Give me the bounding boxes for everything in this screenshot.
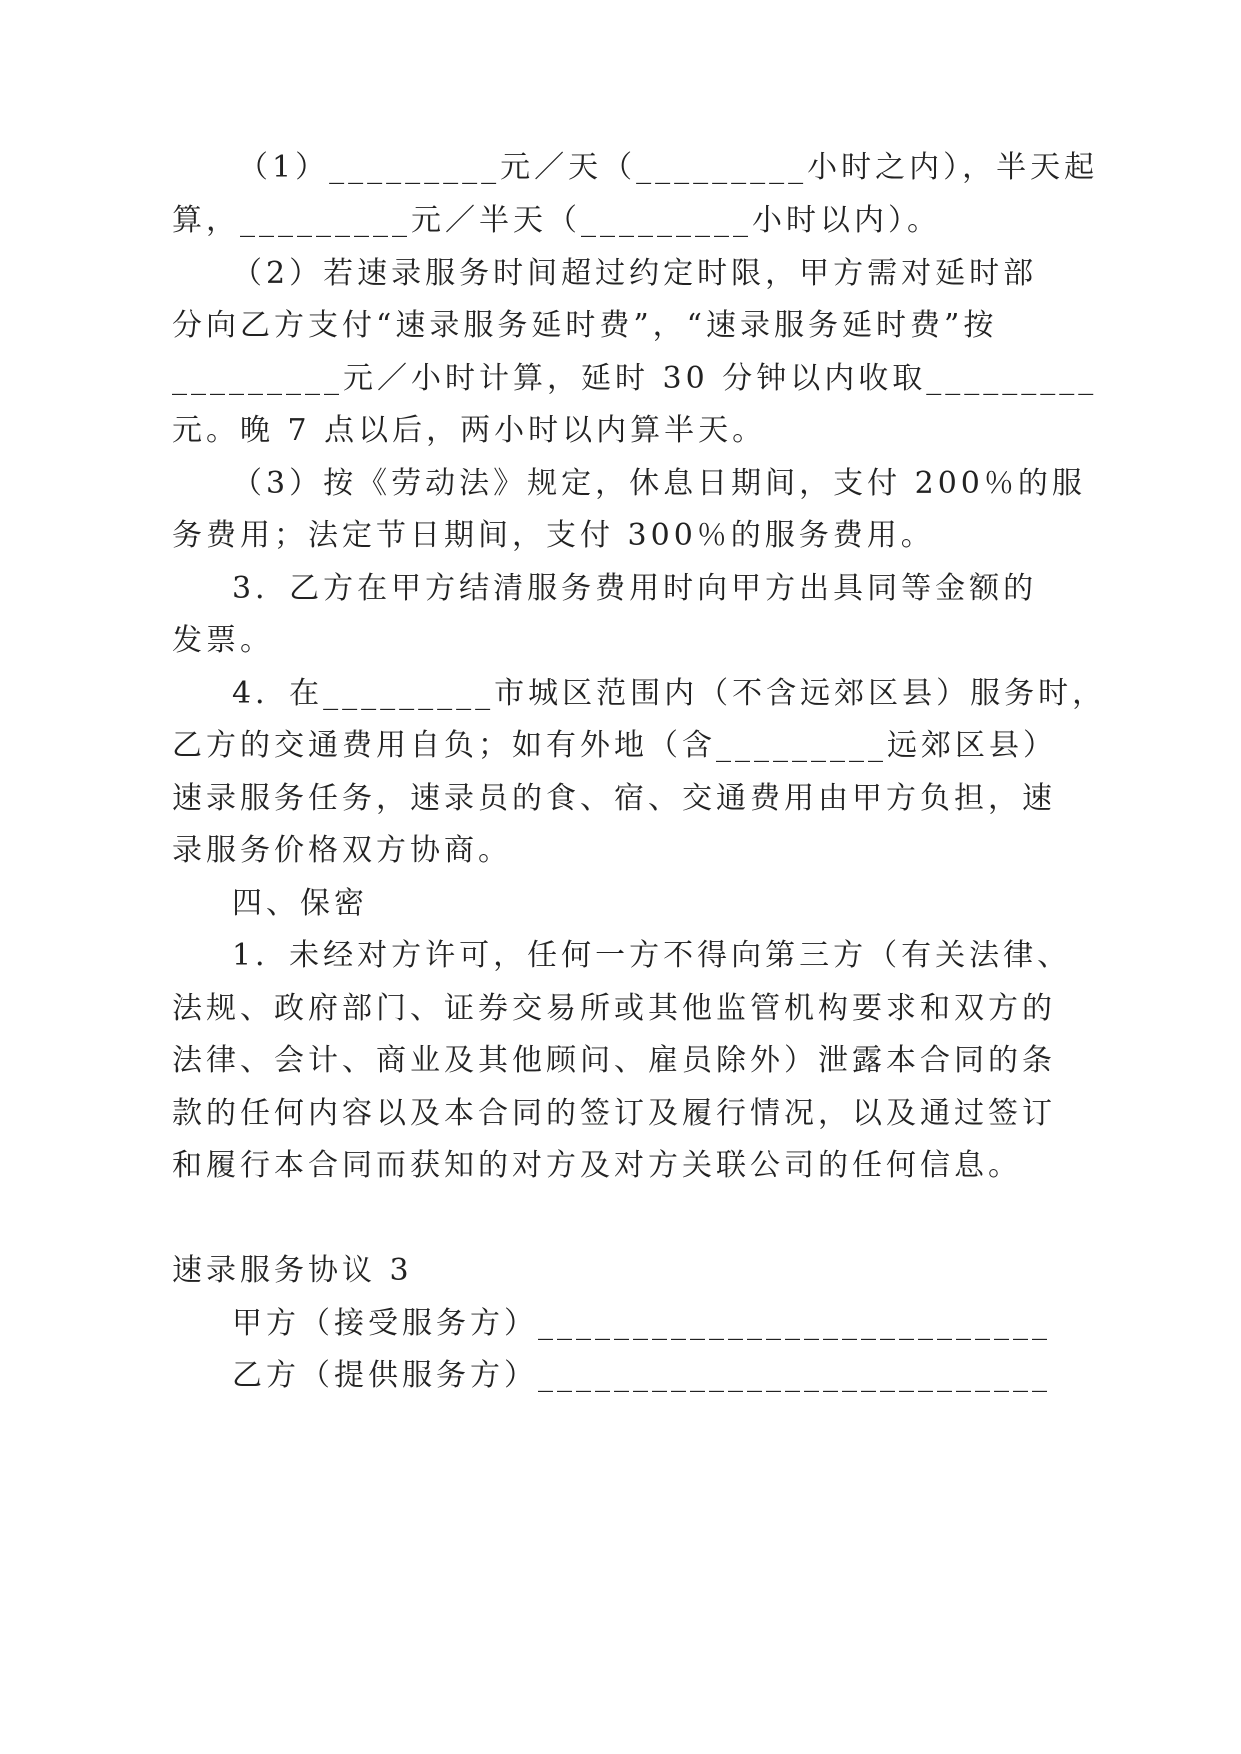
text-line: 速录服务任务，速录员的食、宿、交通费用由甲方负担，速 xyxy=(172,781,1056,816)
party-b-line: 乙方（提供服务方）___________________________ xyxy=(232,1358,1051,1393)
text-line: 法律、会计、商业及其他顾问、雇员除外）泄露本合同的条 xyxy=(172,1043,1056,1078)
text-line: 录服务价格双方协商。 xyxy=(172,833,512,868)
text-line: （2）若速录服务时间超过约定时限，甲方需对延时部 xyxy=(232,256,1038,291)
document-title: 速录服务协议 3 xyxy=(172,1253,413,1288)
text-line: （1）_________元／天（_________小时之内），半天起 xyxy=(238,150,1099,185)
section-heading: 四、保密 xyxy=(232,886,368,921)
text-line: 务费用；法定节日期间，支付 300％的服务费用。 xyxy=(172,518,935,553)
text-line: （3）按《劳动法》规定，休息日期间，支付 200％的服 xyxy=(232,466,1086,501)
text-line: 元。晚 7 点以后，两小时以内算半天。 xyxy=(172,413,767,448)
text-line: _________元／小时计算，延时 30 分钟以内收取_________ xyxy=(172,361,1098,396)
text-line: 款的任何内容以及本合同的签订及履行情况，以及通过签订 xyxy=(172,1096,1056,1131)
text-line: 乙方的交通费用自负；如有外地（含_________远郊区县） xyxy=(172,728,1057,763)
text-line: 法规、政府部门、证券交易所或其他监管机构要求和双方的 xyxy=(172,991,1056,1026)
text-line: 算，_________元／半天（_________小时以内）。 xyxy=(172,203,941,238)
text-line: 1．未经对方许可，任何一方不得向第三方（有关法律、 xyxy=(232,938,1072,973)
party-a-line: 甲方（接受服务方）___________________________ xyxy=(232,1306,1051,1341)
text-line: 发票。 xyxy=(172,623,274,658)
text-line: 和履行本合同而获知的对方及对方关联公司的任何信息。 xyxy=(172,1148,1022,1183)
text-line: 分向乙方支付“速录服务延时费”，“速录服务延时费”按 xyxy=(172,308,998,343)
text-line: 4．在_________市城区范围内（不含远郊区县）服务时， xyxy=(232,676,1107,711)
text-line: 3．乙方在甲方结清服务费用时向甲方出具同等金额的 xyxy=(232,571,1038,606)
